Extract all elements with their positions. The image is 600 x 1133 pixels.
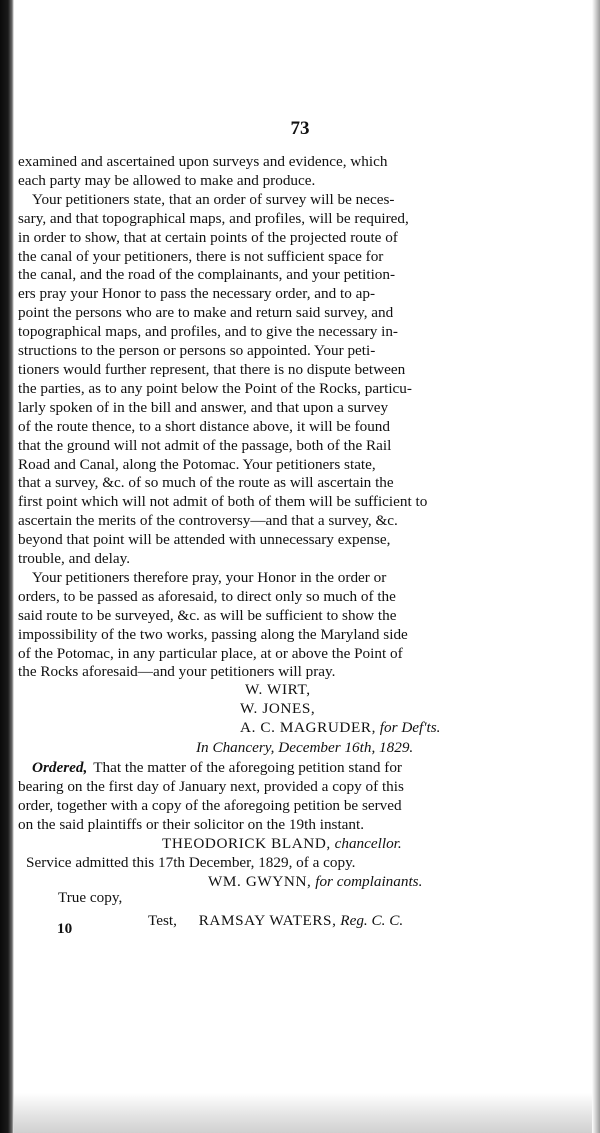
signature-wirt: W. WIRT, [245, 681, 311, 698]
signature-magruder [240, 719, 440, 737]
court-date [196, 739, 413, 757]
text-line: Your petitioners state, that an order of survey will be neces- [32, 190, 395, 208]
text-line: the parties, as to any point below the Point of the Rocks, particu- [18, 379, 412, 397]
service-admitted: Service admitted this 17th December, 1829, of a copy. [26, 854, 356, 871]
page-right-edge [592, 0, 600, 1133]
signature-mark: 10 [57, 920, 73, 937]
complainants-name: WM. GWYNN, [208, 873, 312, 890]
text-line: in order to show, that at certain points of the projected route of [18, 228, 398, 246]
chancellor-title: chancellor. [334, 835, 402, 852]
text-line: ascertain the merits of the controversy—and that a survey, &c. [18, 512, 398, 530]
text-line: ers pray your Honor to pass the necessary order, and to ap- [18, 285, 376, 303]
page-number: 73 [290, 118, 310, 139]
order-line [18, 759, 476, 778]
attest-label: Test, [148, 912, 177, 929]
text-line: said route to be surveyed, &c. as will be sufficient to show the [18, 606, 397, 624]
text-line: the canal, and the road of the complainants, and your petition- [18, 266, 396, 284]
text-line: examined and ascertained upon surveys and evidence, which [18, 153, 388, 170]
text-line: that the ground will not admit of the passage, both of the Rail [18, 436, 392, 454]
order-line: bearing on the first day of January next, provided a copy of this [18, 777, 404, 795]
signature-magruder-role: for Def'ts. [379, 719, 441, 736]
text-line: of the route thence, to a short distance above, it will be found [18, 417, 390, 435]
text-line: larly spoken of in the bill and answer, and that upon a survey [18, 398, 389, 416]
page-bottom-shadow [14, 1093, 592, 1133]
chancellor-name: THEODORICK BLAND, [162, 835, 331, 852]
page-binding-edge [0, 0, 14, 1133]
complainants-signature [208, 873, 422, 891]
petition-body [18, 153, 476, 682]
attest-name: RAMSAY WATERS, [198, 912, 337, 929]
true-copy: True copy, [58, 889, 123, 906]
text-line: the Rocks aforesaid—and your petitioners will pray. [18, 663, 336, 681]
text-line: sary, and that topographical maps, and profiles, will be required, [18, 209, 409, 227]
text-line: that a survey, &c. of so much of the route as will ascertain the [18, 474, 394, 492]
signature-jones: W. JONES, [240, 700, 316, 717]
text-line: trouble, and delay. [18, 550, 131, 568]
text-line: impossibility of the two works, passing along the Maryland side [18, 625, 408, 643]
text-line: Your petitioners therefore pray, your Honor in the order or [32, 568, 387, 586]
chancellor-signature [162, 835, 402, 853]
text-line: tioners would further represent, that there is no dispute between [18, 360, 406, 378]
order-line: on the said plaintiffs or their solicitor on the 19th instant. [18, 815, 365, 833]
text-line: each party may be allowed to make and produce. [18, 171, 316, 189]
order-lead: Ordered, [32, 759, 88, 776]
signature-magruder-name: A. C. MAGRUDER, [240, 719, 376, 736]
court-order [18, 759, 476, 835]
court-date-text: In Chancery, December 16th, 1829. [196, 739, 414, 756]
order-first-line: That the matter of the aforegoing petition stand for [93, 759, 402, 776]
text-line: of the Potomac, in any particular place, at or above the Point of [18, 644, 403, 662]
text-line: topographical maps, and profiles, and to give the necessary in- [18, 323, 398, 341]
text-line: Road and Canal, along the Potomac. Your petitioners state, [18, 455, 376, 473]
attest-role: Reg. C. C. [340, 912, 404, 929]
text-line: the canal of your petitioners, there is not sufficient space for [18, 247, 384, 265]
text-line: orders, to be passed as aforesaid, to direct only so much of the [18, 587, 396, 605]
complainants-role: for complainants. [315, 873, 423, 890]
text-line: structions to the person or persons so appointed. Your peti- [18, 342, 376, 360]
text-line: point the persons who are to make and return said survey, and [18, 304, 394, 322]
attest-line [148, 912, 403, 930]
text-line: beyond that point will be attended with unnecessary expense, [18, 531, 391, 549]
order-line: order, together with a copy of the aforegoing petition be served [18, 796, 402, 814]
text-line: first point which will not admit of both of them will be sufficient to [18, 493, 428, 511]
